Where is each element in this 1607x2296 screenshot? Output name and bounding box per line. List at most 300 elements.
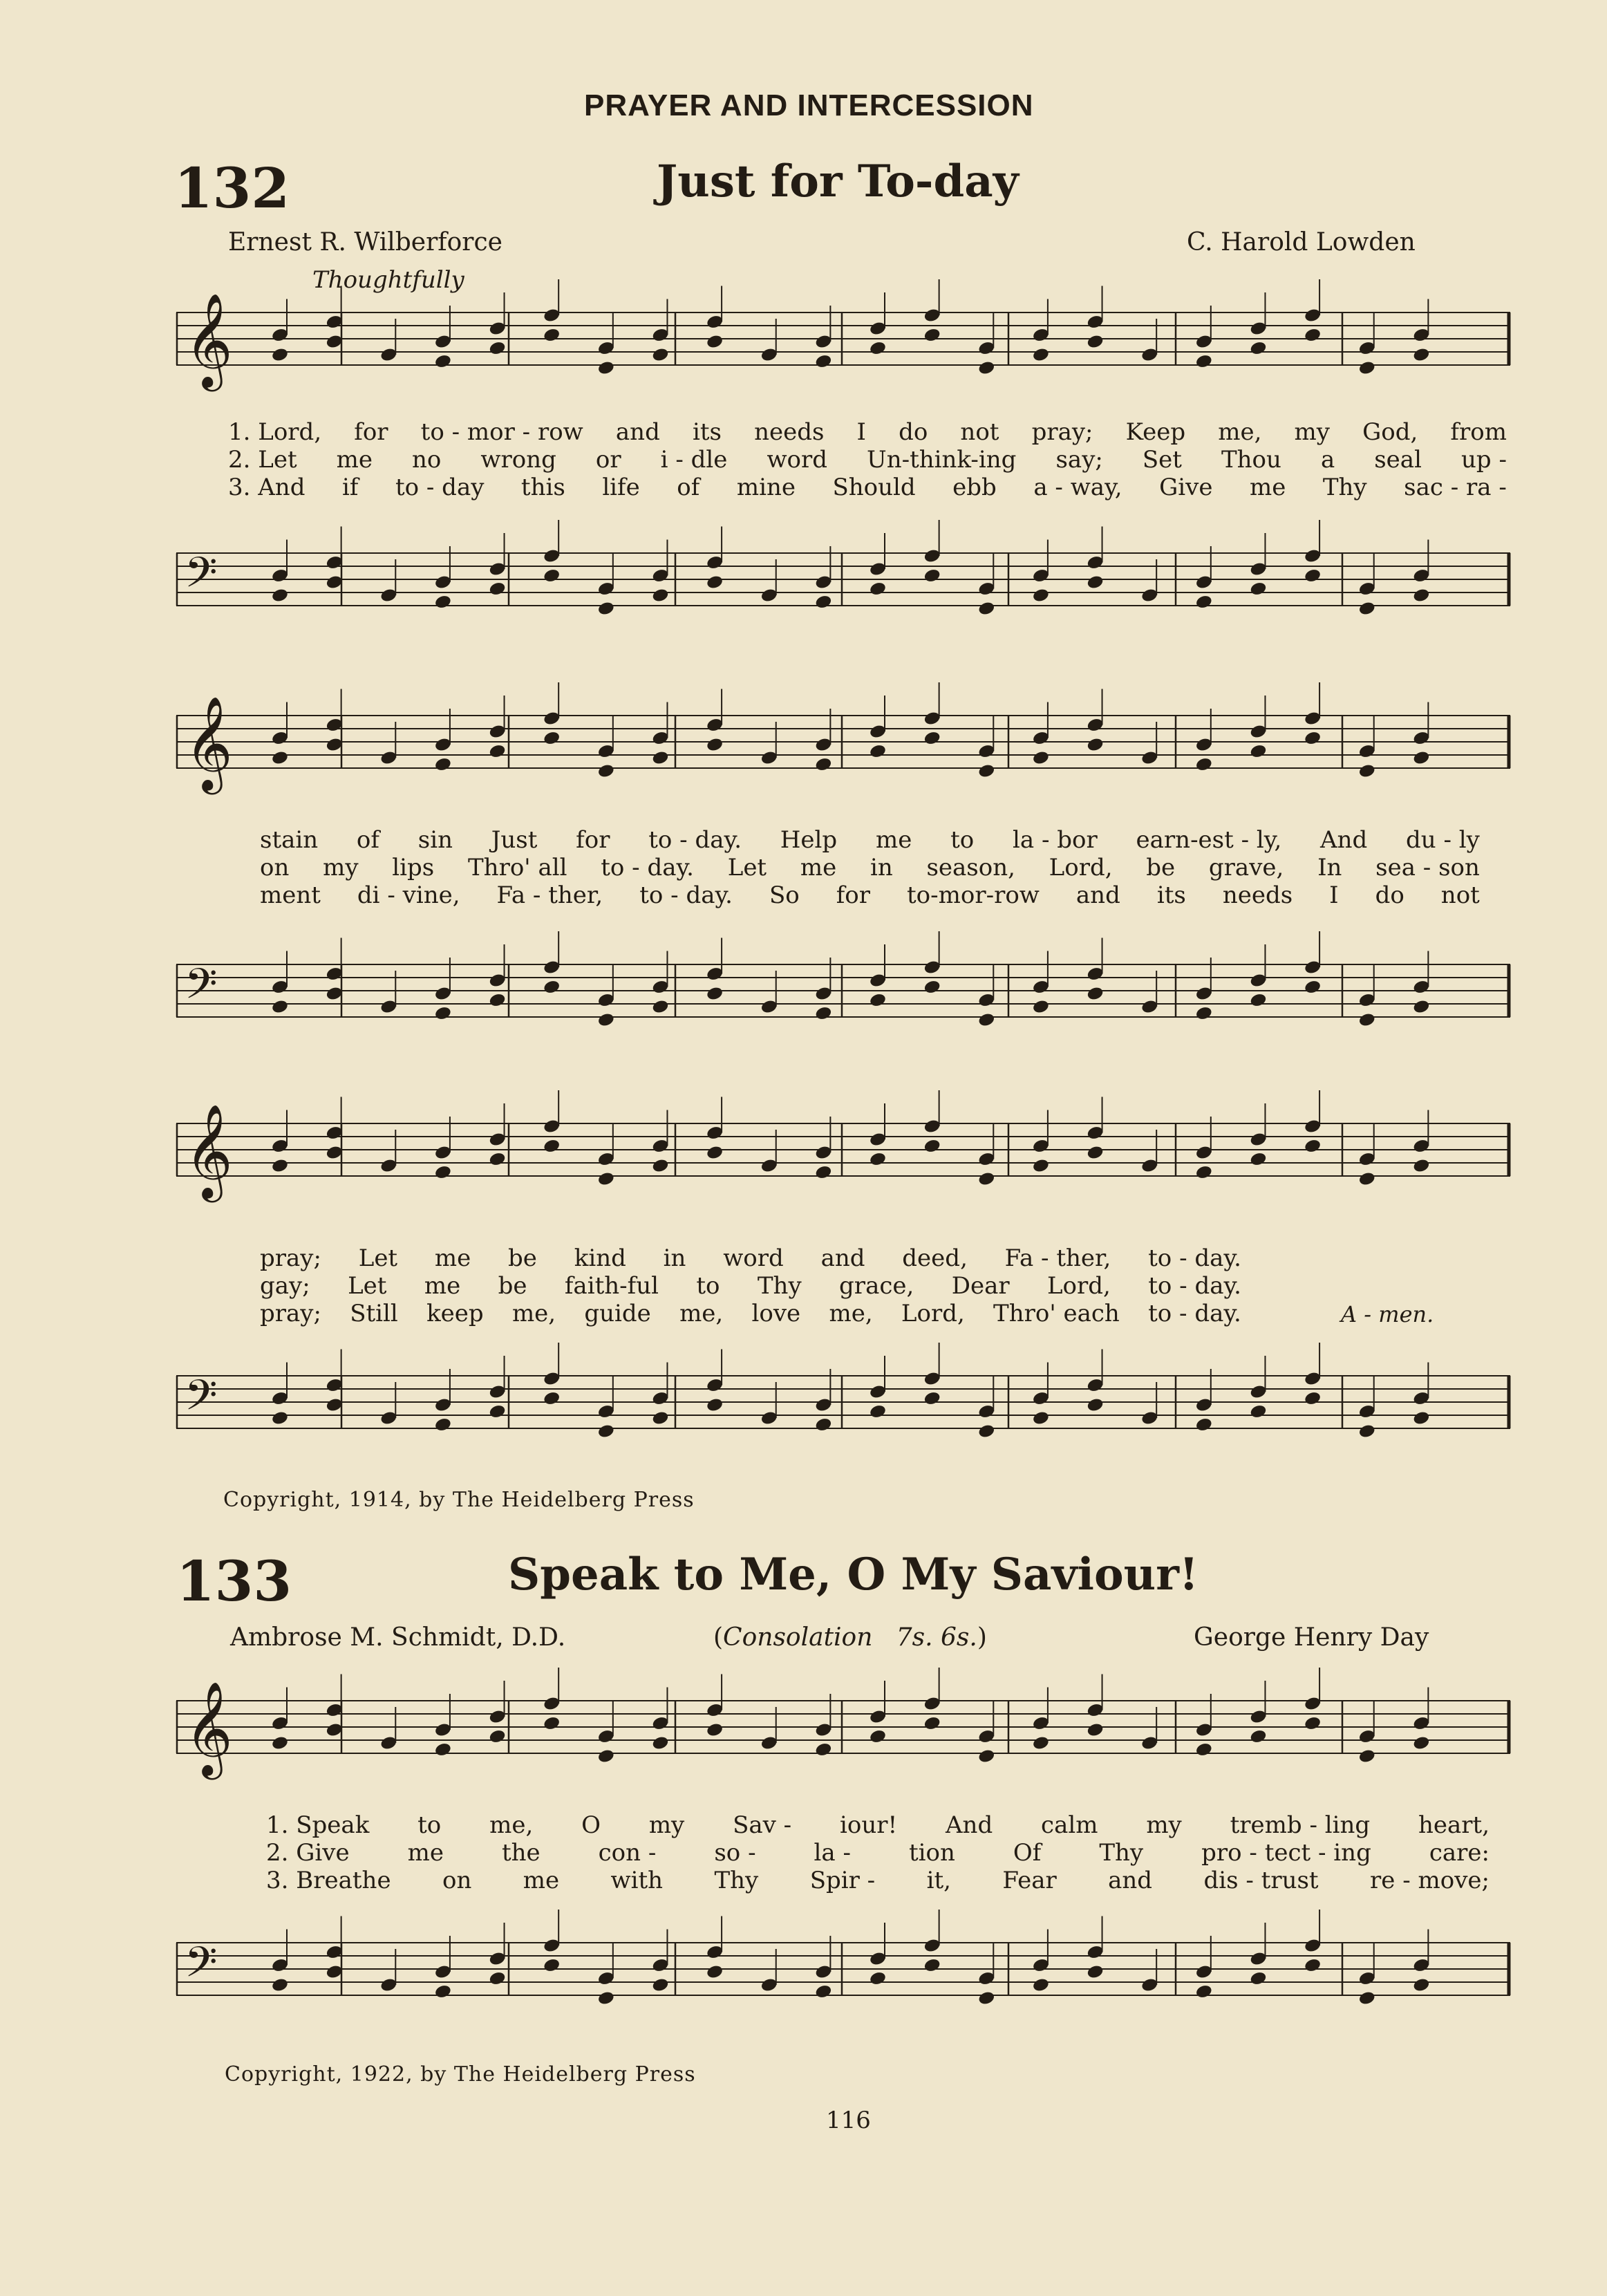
notehead [814, 1417, 832, 1432]
hymn-133-title: Speak to Me, O My Saviour! [508, 1549, 1199, 1600]
treble-clef-icon: 𝄞 [185, 694, 233, 790]
notehead [923, 1138, 941, 1154]
lyric-syllable: sac - ra - [1404, 474, 1507, 501]
lyric-syllable: gay; [260, 1272, 310, 1300]
lyric-syllable: 1. Speak [266, 1811, 370, 1839]
lyric-syllable: i - dle [660, 446, 728, 474]
notehead [706, 1722, 724, 1738]
notehead [814, 353, 832, 369]
lyric-syllable: So [769, 881, 800, 909]
notehead [1195, 1417, 1213, 1432]
lyric-syllable: calm [1041, 1811, 1098, 1839]
lyric-syllable: earn-est - ly, [1136, 826, 1282, 854]
lyric-syllable: Lord, [1046, 1272, 1111, 1300]
tune-name: Consolation [723, 1623, 873, 1652]
notehead [977, 601, 995, 617]
lyric-syllable: on [442, 1867, 472, 1894]
hymn-132-system-2-verse-1 [260, 826, 1480, 854]
lyric-syllable: Dear [951, 1272, 1010, 1300]
hymn-132-system-3-verse-3 [260, 1300, 1241, 1327]
lyric-syllable: Still [350, 1300, 398, 1327]
notehead [488, 992, 506, 1008]
lyric-syllable: ebb [952, 474, 997, 501]
hymn-133-system-1-bass-staff [176, 1929, 1510, 2026]
lyric-syllable: to - day. [601, 854, 694, 881]
hymn-132-system-1-lyrics [228, 418, 1507, 501]
notehead [1412, 588, 1430, 604]
lyric-syllable: needs [1222, 881, 1293, 909]
notehead [1412, 1977, 1430, 1993]
lyric-syllable: me, [511, 1300, 556, 1327]
hymn-132-number: 132 [174, 156, 290, 221]
notehead [597, 1012, 615, 1028]
notehead [543, 568, 561, 584]
notehead [488, 1403, 506, 1419]
lyric-syllable: say; [1055, 446, 1103, 474]
hymn-133-author: Ambrose M. Schmidt, D.D. [230, 1623, 566, 1652]
lyric-syllable: and [1075, 881, 1120, 909]
notehead [1412, 1410, 1430, 1426]
notehead [1032, 588, 1050, 604]
notehead [1195, 1984, 1213, 1999]
hymn-132-system-3-lyrics [260, 1244, 1241, 1327]
hymn-133-system-1-lyrics [266, 1811, 1489, 1894]
notehead [488, 1728, 506, 1744]
hymn-133-tune [713, 1623, 987, 1652]
notehead [1249, 1151, 1267, 1167]
notehead [1086, 1145, 1104, 1161]
notehead [1086, 575, 1104, 590]
lyric-syllable: la - bor [1013, 826, 1098, 854]
notehead [869, 340, 887, 356]
notehead [651, 1158, 669, 1174]
notehead [434, 353, 452, 369]
notehead [1304, 327, 1322, 343]
lyric-syllable: love [751, 1300, 801, 1327]
notehead [271, 1410, 289, 1426]
notehead [434, 1984, 452, 1999]
lyric-syllable: be [508, 1244, 537, 1272]
notehead [1032, 999, 1050, 1015]
hymn-133-system-1-verse-3 [266, 1867, 1489, 1894]
notehead [869, 1728, 887, 1744]
notehead [1358, 601, 1376, 617]
lyric-syllable: to - day. [1148, 1244, 1241, 1272]
notehead [1304, 730, 1322, 746]
notehead [977, 1990, 995, 2006]
notehead [1195, 1164, 1213, 1180]
lyric-syllable: with [610, 1867, 664, 1894]
bass-clef-icon: 𝄢 [185, 1370, 218, 1430]
notehead [651, 1735, 669, 1751]
notehead [651, 750, 669, 766]
lyric-syllable: stain [260, 826, 319, 854]
lyric-syllable: la - [814, 1839, 851, 1867]
page-number: 116 [826, 2107, 871, 2134]
lyric-syllable: to [696, 1272, 720, 1300]
lyric-syllable: Lord, [1049, 854, 1113, 881]
lyric-syllable: me, [829, 1300, 873, 1327]
lyric-syllable: do [899, 418, 928, 446]
lyric-syllable: Fa - ther, [1004, 1244, 1111, 1272]
lyric-syllable: its [1156, 881, 1186, 909]
lyric-syllable: a - way, [1033, 474, 1122, 501]
notehead [923, 1957, 941, 1973]
lyric-syllable: Thy [714, 1867, 759, 1894]
lyric-syllable: in [870, 854, 893, 881]
lyric-syllable: for [836, 881, 871, 909]
notehead [271, 347, 289, 363]
bass-clef-icon: 𝄢 [185, 959, 218, 1019]
lyric-syllable: Of [1013, 1839, 1042, 1867]
lyric-syllable: me, [489, 1811, 534, 1839]
notehead [1086, 1964, 1104, 1980]
lyric-syllable: Spir - [809, 1867, 876, 1894]
notehead [869, 1970, 887, 1986]
hymn-133-copyright: Copyright, 1922, by The Heidelberg Press [225, 2062, 696, 2087]
notehead [1358, 1171, 1376, 1187]
notehead [1412, 999, 1430, 1015]
notehead [706, 334, 724, 350]
notehead [597, 1424, 615, 1439]
notehead [1358, 1012, 1376, 1028]
notehead [814, 756, 832, 772]
treble-clef-icon: 𝄞 [185, 291, 233, 387]
notehead [543, 327, 561, 343]
hymn-132-system-2-verse-2 [260, 854, 1480, 881]
lyric-syllable: 3. Breathe [266, 1867, 391, 1894]
notehead [1195, 1742, 1213, 1757]
lyric-syllable: the [501, 1839, 541, 1867]
lyric-syllable: word [767, 446, 828, 474]
hymn-132-author: Ernest R. Wilberforce [228, 228, 502, 256]
lyric-syllable: 3. And [228, 474, 306, 501]
lyric-syllable: my [1146, 1811, 1182, 1839]
notehead [543, 1715, 561, 1731]
notehead [1032, 1977, 1050, 1993]
lyric-syllable: needs [754, 418, 825, 446]
lyric-syllable: not [960, 418, 999, 446]
lyric-syllable: to-mor-row [907, 881, 1040, 909]
lyric-syllable: if [341, 474, 359, 501]
lyric-syllable: or [595, 446, 621, 474]
notehead [869, 1151, 887, 1167]
lyric-syllable: and [820, 1244, 865, 1272]
lyric-syllable: me [800, 854, 837, 881]
notehead [543, 1390, 561, 1406]
lyric-syllable: to [950, 826, 975, 854]
notehead [651, 1977, 669, 1993]
notehead [1086, 1397, 1104, 1413]
notehead [488, 581, 506, 597]
lyric-syllable: me [875, 826, 912, 854]
notehead [1304, 1390, 1322, 1406]
lyric-syllable: no [412, 446, 442, 474]
notehead [1358, 1424, 1376, 1439]
notehead [434, 1164, 452, 1180]
lyric-syllable: And [946, 1811, 993, 1839]
lyric-syllable: Un-think-ing [867, 446, 1017, 474]
lyric-syllable: in [663, 1244, 686, 1272]
lyric-syllable: word [723, 1244, 784, 1272]
notehead [814, 1742, 832, 1757]
hymn-132-system-3-bass-staff [176, 1362, 1510, 1459]
lyric-syllable: me [434, 1244, 471, 1272]
lyric-syllable: a [1320, 446, 1335, 474]
lyric-syllable: this [520, 474, 565, 501]
lyric-syllable: wrong [480, 446, 556, 474]
lyric-syllable: grave, [1208, 854, 1284, 881]
lyric-syllable: my [323, 854, 359, 881]
lyric-syllable: life [602, 474, 640, 501]
notehead [488, 1151, 506, 1167]
lyric-syllable: And [1320, 826, 1368, 854]
notehead [869, 581, 887, 597]
notehead [1249, 992, 1267, 1008]
notehead [814, 1164, 832, 1180]
notehead [597, 360, 615, 376]
lyric-syllable: to - mor - row [420, 418, 583, 446]
notehead [706, 1397, 724, 1413]
notehead [271, 999, 289, 1015]
notehead [1304, 979, 1322, 995]
lyric-syllable: up - [1460, 446, 1507, 474]
notehead [271, 750, 289, 766]
notehead [488, 743, 506, 759]
treble-clef-icon: 𝄞 [185, 1102, 233, 1198]
hymn-132-system-2-verse-3 [260, 881, 1480, 909]
notehead [1086, 1722, 1104, 1738]
notehead [1412, 1158, 1430, 1174]
lyric-syllable: of [677, 474, 700, 501]
lyric-syllable: Set [1142, 446, 1182, 474]
tune-meter: 7s. 6s. [896, 1623, 977, 1652]
notehead [923, 1715, 941, 1731]
notehead [597, 1748, 615, 1764]
notehead [1304, 1715, 1322, 1731]
lyric-syllable: to [417, 1811, 442, 1839]
notehead [706, 1964, 724, 1980]
hymn-132-tempo: Thoughtfully [312, 266, 464, 294]
lyric-syllable: Sav - [733, 1811, 792, 1839]
notehead [1304, 1138, 1322, 1154]
lyric-syllable: for [354, 418, 388, 446]
notehead [1032, 1410, 1050, 1426]
notehead [814, 594, 832, 610]
lyric-syllable: not [1440, 881, 1480, 909]
notehead [1358, 1990, 1376, 2006]
lyric-syllable: me [424, 1272, 461, 1300]
notehead [271, 588, 289, 604]
lyric-syllable: for [576, 826, 610, 854]
lyric-syllable: di - vine, [357, 881, 460, 909]
treble-clef-icon: 𝄞 [185, 1679, 233, 1775]
hymn-133-system-1-treble-staff [176, 1679, 1510, 1784]
lyric-syllable: to - day. [1148, 1300, 1241, 1327]
lyric-syllable: on [260, 854, 290, 881]
tune-open-paren: ( [713, 1623, 724, 1652]
notehead [1032, 1158, 1050, 1174]
lyric-syllable: do [1375, 881, 1404, 909]
notehead [543, 1957, 561, 1973]
lyric-syllable: Thro' all [468, 854, 567, 881]
notehead [651, 588, 669, 604]
lyric-syllable: my [1294, 418, 1330, 446]
hymn-133-system-1-verse-1 [266, 1811, 1489, 1839]
lyric-syllable: Just [491, 826, 538, 854]
lyric-syllable: 2. Give [266, 1839, 350, 1867]
lyric-syllable: to - day. [1148, 1272, 1241, 1300]
lyric-syllable: du - ly [1406, 826, 1480, 854]
hymn-132-system-2-lyrics [260, 826, 1480, 909]
notehead [1195, 594, 1213, 610]
lyric-syllable: to - day. [639, 881, 733, 909]
lyric-syllable: iour! [840, 1811, 898, 1839]
notehead [1249, 1970, 1267, 1986]
lyric-syllable: seal [1374, 446, 1422, 474]
lyric-syllable: God, [1362, 418, 1418, 446]
lyric-syllable: from [1450, 418, 1507, 446]
notehead [651, 347, 669, 363]
lyric-syllable: Let [358, 1244, 398, 1272]
hymn-133-number: 133 [176, 1549, 292, 1614]
lyric-syllable: re - move; [1370, 1867, 1489, 1894]
notehead [271, 1158, 289, 1174]
notehead [543, 979, 561, 995]
lyric-syllable: Should [832, 474, 916, 501]
lyric-syllable: con - [598, 1839, 657, 1867]
notehead [597, 1171, 615, 1187]
lyric-syllable: sea - son [1375, 854, 1480, 881]
notehead [869, 743, 887, 759]
lyric-syllable: pray; [260, 1244, 321, 1272]
hymn-132-system-1-verse-2 [228, 446, 1507, 474]
hymn-133-composer: George Henry Day [1194, 1623, 1429, 1652]
notehead [706, 575, 724, 590]
notehead [923, 568, 941, 584]
notehead [271, 1977, 289, 1993]
notehead [1032, 347, 1050, 363]
tune-close-paren: ) [977, 1623, 987, 1652]
hymn-132-title: Just for To-day [657, 156, 1019, 207]
lyric-syllable: and [615, 418, 660, 446]
lyric-syllable: Fear [1002, 1867, 1057, 1894]
notehead [706, 1145, 724, 1161]
lyric-syllable: grace, [839, 1272, 914, 1300]
notehead [597, 763, 615, 779]
notehead [1195, 353, 1213, 369]
lyric-syllable: 2. Let [228, 446, 297, 474]
hymn-132-system-1-verse-1 [228, 418, 1507, 446]
notehead [923, 730, 941, 746]
notehead [977, 1424, 995, 1439]
lyric-syllable: be [498, 1272, 527, 1300]
lyric-syllable: Let [727, 854, 767, 881]
notehead [1086, 334, 1104, 350]
notehead [1249, 581, 1267, 597]
hymn-132-system-2-bass-staff [176, 951, 1510, 1047]
notehead [488, 340, 506, 356]
lyric-syllable: deed, [902, 1244, 968, 1272]
lyric-syllable: me [523, 1867, 560, 1894]
notehead [434, 1417, 452, 1432]
notehead [1304, 568, 1322, 584]
hymn-132-amen: A - men. [1341, 1301, 1434, 1327]
lyric-syllable: my [648, 1811, 685, 1839]
lyric-syllable: I [1329, 881, 1339, 909]
lyric-syllable: season, [926, 854, 1015, 881]
lyric-syllable: ment [260, 881, 321, 909]
notehead [1358, 1748, 1376, 1764]
lyric-syllable: Give [1159, 474, 1213, 501]
notehead [1032, 1735, 1050, 1751]
lyric-syllable: Thy [757, 1272, 802, 1300]
notehead [814, 1984, 832, 1999]
notehead [1249, 1728, 1267, 1744]
lyric-syllable: care: [1429, 1839, 1489, 1867]
notehead [1358, 763, 1376, 779]
notehead [597, 601, 615, 617]
notehead [1249, 1403, 1267, 1419]
lyric-syllable: Lord, [901, 1300, 965, 1327]
notehead [923, 1390, 941, 1406]
lyric-syllable: its [692, 418, 722, 446]
notehead [1304, 1957, 1322, 1973]
lyric-syllable: keep [426, 1300, 484, 1327]
lyric-syllable: O [581, 1811, 601, 1839]
notehead [1358, 360, 1376, 376]
notehead [869, 1403, 887, 1419]
lyric-syllable: lips [392, 854, 435, 881]
bass-clef-icon: 𝄢 [185, 1937, 218, 1997]
notehead [651, 1410, 669, 1426]
section-header: PRAYER AND INTERCESSION [584, 88, 1034, 122]
hymn-132-system-1-verse-3 [228, 474, 1507, 501]
hymn-132-system-1-treble-staff [176, 291, 1510, 395]
notehead [1412, 750, 1430, 766]
lyric-syllable: to - day [395, 474, 485, 501]
lyric-syllable: Thy [1322, 474, 1367, 501]
lyric-syllable: pray; [260, 1300, 321, 1327]
notehead [1195, 756, 1213, 772]
lyric-syllable: faith-ful [564, 1272, 659, 1300]
notehead [923, 979, 941, 995]
hymn-132-system-2-treble-staff [176, 694, 1510, 799]
lyric-syllable: dis - trust [1203, 1867, 1319, 1894]
notehead [434, 1742, 452, 1757]
lyric-syllable: Thro' each [993, 1300, 1120, 1327]
lyric-syllable: Thy [1099, 1839, 1144, 1867]
notehead [1412, 1735, 1430, 1751]
notehead [977, 763, 995, 779]
notehead [434, 1005, 452, 1021]
hymn-132-system-3-verse-1 [260, 1244, 1241, 1272]
notehead [1086, 986, 1104, 1002]
lyric-syllable: In [1317, 854, 1342, 881]
notehead [923, 327, 941, 343]
lyric-syllable: me, [1218, 418, 1262, 446]
lyric-syllable: I [856, 418, 866, 446]
hymn-132-system-3-treble-staff [176, 1102, 1510, 1206]
lyric-syllable: Keep [1125, 418, 1186, 446]
lyric-syllable: and [1108, 1867, 1153, 1894]
lyric-syllable: be [1146, 854, 1176, 881]
hymn-132-copyright: Copyright, 1914, by The Heidelberg Press [223, 1488, 695, 1512]
notehead [814, 1005, 832, 1021]
lyric-syllable: me [1249, 474, 1286, 501]
notehead [1412, 347, 1430, 363]
notehead [488, 1970, 506, 1986]
